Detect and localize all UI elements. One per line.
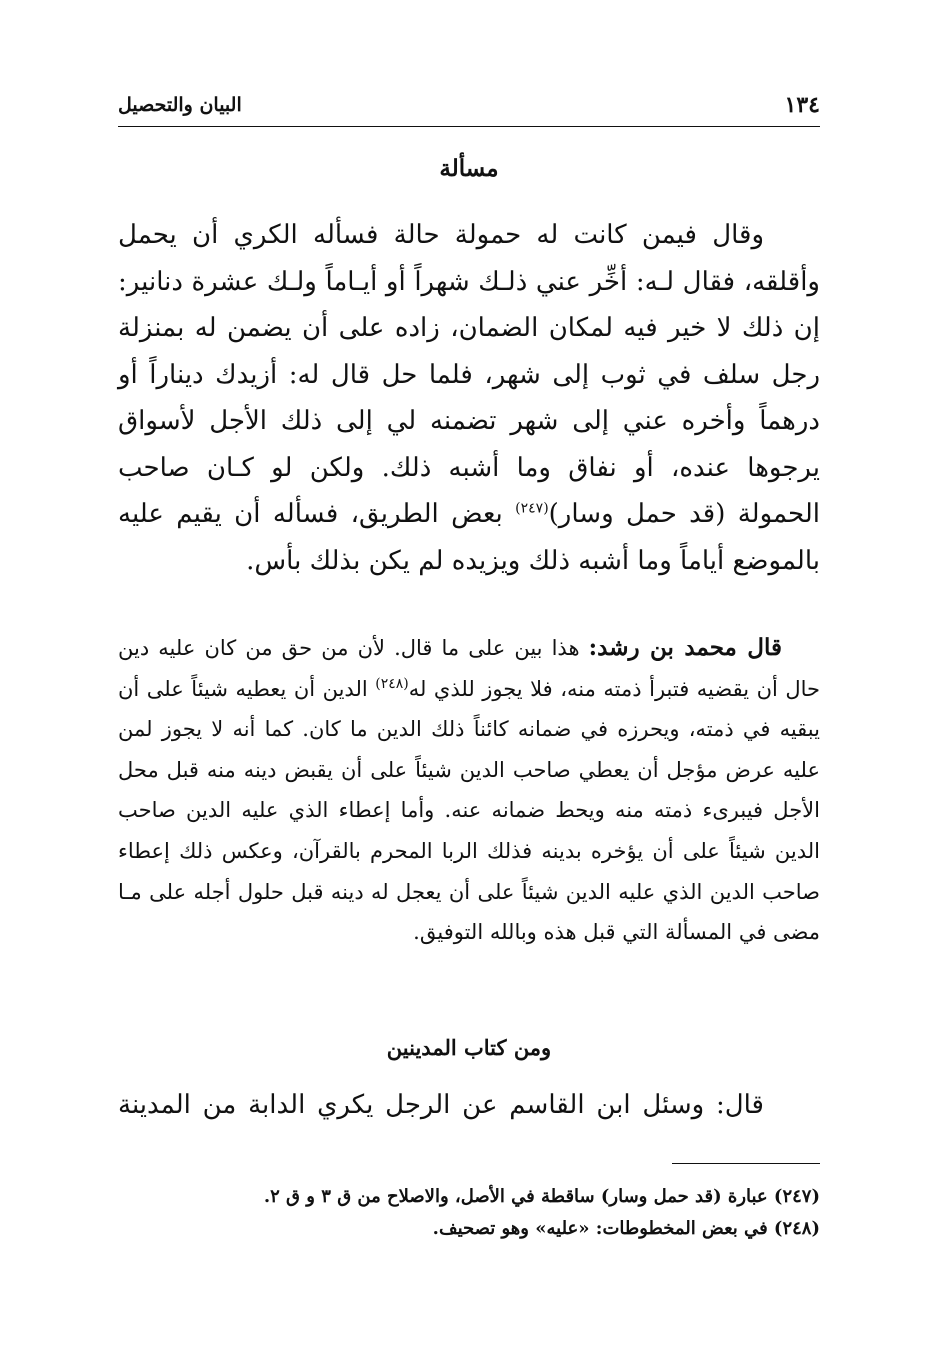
- page-header: [118, 90, 820, 127]
- commentary-lead: قال محمد بن رشد:: [588, 634, 782, 661]
- footnote-ref-247: (٢٤٧): [515, 500, 549, 517]
- main-paragraph: [118, 212, 820, 584]
- footnote-247: (٢٤٧) عبارة (قد حمل وسار) ساقطة في الأصل، والاصلاح من ق ٣ و ق ٢.: [263, 1186, 820, 1207]
- running-title: البيان والتحصيل: [118, 94, 242, 116]
- section-heading-kitab: ومن كتاب المدينين: [386, 1035, 552, 1060]
- commentary-text-part2: الدين أن يعطيه شيئاً على أن يبقيه في ذمته، ويحرزه في ضمانه كائناً ذلك الدين ما كان. كما أنه لا يجوز لمن عليه عرض مؤجل أن يعطي صاحب الدين شيئاً على أن يقبض دينه منه قبل محل الأجل فيبرىء ذمته منه ويحط ضمانه عنه. وأما إعطاء الذي عليه الدين صاحب الدين شيئاً على أن يؤخره بدينه فذلك الربا المحرم بالقرآن، وعكس ذلك إعطاء صاحب الدين الذي عليه الدين شيئاً على أن يعجل له دينه قبل حلول أجله على مـا مضى في المسألة التي قبل هذه وبالله التوفيق.: [118, 676, 820, 945]
- footnote-ref-248: (٢٤٨): [375, 675, 409, 692]
- commentary-text-part1: هذا بين على ما قال. لأن من حق من كان عليه دين حال أن يقضيه فتبرأ ذمته منه، فلا يجوز للذي له: [118, 636, 821, 701]
- commentary-paragraph: [118, 628, 820, 953]
- page-number: ١٣٤: [784, 92, 820, 118]
- footnote-248: (٢٤٨) في بعض المخطوطات: «عليه» وهو تصحيف.: [432, 1218, 820, 1239]
- footnote-divider: [672, 1163, 820, 1164]
- main-text-part1: وقال فيمن كانت له حمولة حالة فسأله الكري أن يحمل وأقلقه، فقال لـه: أخِّر عني ذلـك شهراً أو أيـاماً ولـك عشرة دنانير: إن ذلك لا خير فيه لمكان الضمان، زاده على أن يضمن له بمنزلة رجل سلف في ثوب إلى شهر، فلما حل قال له: أزيدك ديناراً أو درهماً وأخره عني إلى شهر تضمنه لي إلى ذلك الأجل لأسواق يرجوها عنده، أو نفاق وما أشبه ذلك. ولكن لو كـان صاحب الحمولة (قد حمل وسار): [118, 220, 820, 529]
- section-heading-masala: مسألة: [439, 155, 499, 182]
- main-text-part2: بعض الطريق، فسأله أن يقيم عليه بالموضع أياماً وما أشبه ذلك ويزيده لم يكن بذلك بأس.: [118, 499, 820, 576]
- question-paragraph: قال: وسئل ابن القاسم عن الرجل يكري الدابة من المدينة: [118, 1090, 764, 1120]
